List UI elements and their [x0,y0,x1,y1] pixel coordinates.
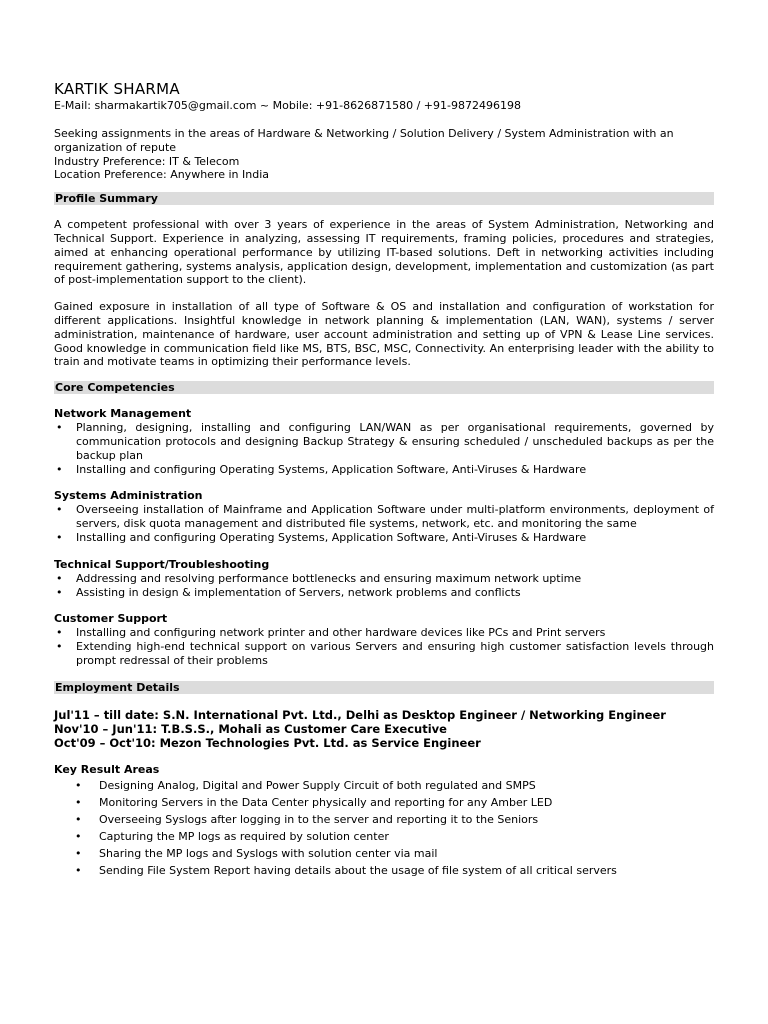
section-header-profile: Profile Summary [54,192,714,205]
location-preference: Location Preference: Anywhere in India [54,168,269,182]
competency-heading: Customer Support [54,612,168,626]
list-item-text: Extending high-end technical support on various Servers and ensuring high customer satisfaction levels through prompt redressal of their problems [76,640,714,667]
competency-heading: Systems Administration [54,489,203,503]
industry-preference: Industry Preference: IT & Telecom [54,154,240,168]
section-header-employment: Employment Details [54,681,714,694]
list-item [54,421,714,462]
competency-list [54,421,714,476]
bullet-icon: • [75,863,82,877]
profile-paragraph-2: Gained exposure in installation of all type of Software & OS and installation and configuration of workstation for different applications. Insightful knowledge in network planning & implementation (LAN, WAN), systems / server administration, maintenance of hardware, user account administration and setting up of VPN & Lease Line services. Good knowledge in communication field like MS, BTS, BSC, MSC, Connectivity. An enterprising leader with the ability to train and motivate teams in optimizing their performance levels. [54,300,714,369]
bullet-icon: • [56,640,63,654]
list-item-text: Sharing the MP logs and Syslogs with solution center via mail [99,846,438,860]
list-item [54,811,714,828]
list-item [54,794,714,811]
competency-heading: Network Management [54,407,192,421]
list-item [54,862,714,879]
section-header-competencies: Core Competencies [54,381,714,394]
list-item [54,531,714,545]
competency-group [54,612,714,667]
objective-line-2: organization of repute [54,140,177,154]
list-item [54,463,714,477]
bullet-icon: • [56,503,63,517]
competency-group [54,558,714,600]
list-item-text: Sending File System Report having details about the usage of file system of all critical servers [99,863,617,877]
competency-list [54,572,714,600]
competency-heading: Technical Support/Troubleshooting [54,557,270,571]
profile-paragraph-1: A competent professional with over 3 years of experience in the areas of System Administration, Networking and Technical Support. Experience in analyzing, assessing IT requirements, framing policies, procedures and strategies, aimed at enhancing operational performance by utilizing IT-based solutions. Deft in networking activities including requirement gathering, systems analysis, application design, development, implementation and customization (as part of post-implementation support to the client). [54,218,714,287]
list-item [54,572,714,586]
list-item-text: Installing and configuring network printer and other hardware devices like PCs and Print servers [76,626,606,640]
list-item [54,828,714,845]
list-item-text: Assisting in design & implementation of Servers, network problems and conflicts [76,585,521,599]
kra-list [54,777,714,879]
list-item [54,640,714,668]
list-item-text: Addressing and resolving performance bottlenecks and ensuring maximum network uptime [76,571,582,585]
bullet-icon: • [56,462,63,476]
competency-group [54,407,714,476]
candidate-name: KARTIK SHARMA [54,80,180,98]
list-item [54,777,714,794]
objective-block [54,127,714,182]
competency-group [54,489,714,544]
bullet-icon: • [56,421,63,435]
list-item-text: Monitoring Servers in the Data Center physically and reporting for any Amber LED [99,795,553,809]
bullet-icon: • [56,571,63,585]
objective-line-1: Seeking assignments in the areas of Hardware & Networking / Solution Delivery / System Administration with an [54,127,674,140]
bullet-icon: • [56,530,63,544]
employment-list [54,708,714,750]
employment-entry: Oct'09 – Oct'10: Mezon Technologies Pvt. Ltd. as Service Engineer [54,735,481,750]
list-item [54,845,714,862]
list-item [54,503,714,531]
competency-list [54,626,714,667]
list-item [54,586,714,600]
list-item-text: Overseeing Syslogs after logging in to the server and reporting it to the Seniors [99,812,539,826]
bullet-icon: • [75,846,82,860]
list-item-text: Planning, designing, installing and configuring LAN/WAN as per organisational requirements, governed by communication protocols and designing Backup Strategy & ensuring scheduled / unscheduled backups as per the backup plan [76,421,714,462]
bullet-icon: • [75,778,82,792]
bullet-icon: • [56,585,63,599]
bullet-icon: • [75,829,82,843]
resume-content [54,80,714,879]
bullet-icon: • [75,812,82,826]
list-item-text: Installing and configuring Operating Systems, Application Software, Anti-Viruses & Hardware [76,530,587,544]
bullet-icon: • [56,626,63,640]
list-item-text: Capturing the MP logs as required by solution center [99,829,389,843]
employment-entry: Jul'11 – till date: S.N. International Pvt. Ltd., Delhi as Desktop Engineer / Networking Engineer [54,707,666,722]
kra-heading: Key Result Areas [54,762,160,776]
employment-entry: Nov'10 – Jun'11: T.B.S.S., Mohali as Customer Care Executive [54,721,447,736]
competency-list [54,503,714,544]
list-item-text: Overseeing installation of Mainframe and Application Software under multi-platform environments, deployment of servers, disk quota management and distributed file systems, network, etc. and monitoring the same [76,503,714,531]
list-item-text: Installing and configuring Operating Systems, Application Software, Anti-Viruses & Hardware [76,462,587,476]
bullet-icon: • [75,795,82,809]
list-item-text: Designing Analog, Digital and Power Supply Circuit of both regulated and SMPS [99,778,536,792]
contact-line: E-Mail: sharmakartik705@gmail.com ~ Mobile: +91-8626871580 / +91-9872496198 [54,99,521,112]
list-item [54,626,714,640]
